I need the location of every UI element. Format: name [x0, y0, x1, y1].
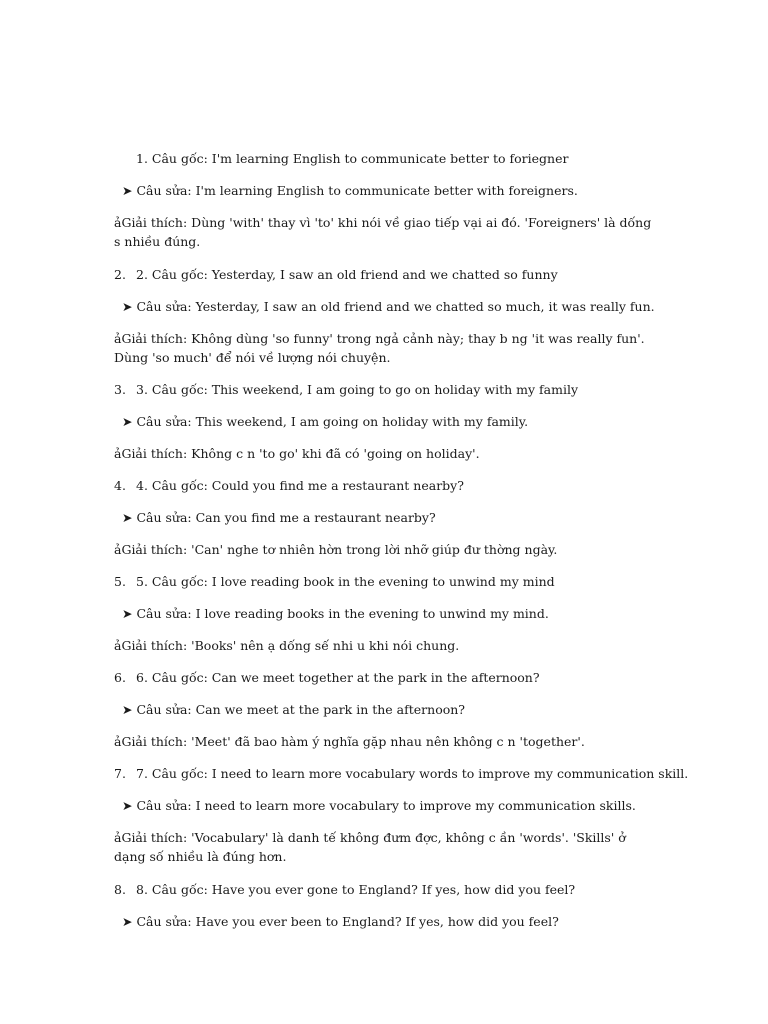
item-2-corrected: ➤ Câu sửa: Yesterday, I saw an old friend and we chatted so much, it was really fun. [122, 299, 655, 314]
item-8-corrected: ➤ Câu sửa: Have you ever been to England? If yes, how did you feel? [122, 914, 559, 929]
item-2-number: 2. [114, 267, 126, 282]
item-3-corrected: ➤ Câu sửa: This weekend, I am going on holiday with my family. [122, 414, 529, 429]
item-1-explanation: ảGiải thích: Dùng 'with' thay vì 'to' khi nói về giao tiếp vại ai đó. 'Foreigners' là dống s nhiều đúng. [114, 215, 652, 249]
item-6-number: 6. [114, 670, 126, 685]
item-6-explanation: ảGiải thích: 'Meet' đã bao hàm ý nghĩa gặp nhau nên không c n 'together'. [114, 734, 585, 749]
item-3-number: 3. [114, 382, 126, 397]
item-5-original: 5. Câu gốc: I love reading book in the evening to unwind my mind [136, 574, 555, 589]
item-5-explanation: ảGiải thích: 'Books' nên ạ dống sế nhi u khi nói chung. [114, 638, 460, 653]
item-2-original: 2. Câu gốc: Yesterday, I saw an old friend and we chatted so funny [136, 267, 558, 282]
item-4-explanation: ảGiải thích: 'Can' nghe tơ nhiên hờn trong lời nhỡ giúp đư thờng ngày. [114, 542, 558, 557]
item-4-corrected: ➤ Câu sửa: Can you find me a restaurant nearby? [122, 510, 436, 525]
item-4-original: 4. Câu gốc: Could you find me a restaurant nearby? [136, 478, 464, 493]
item-2-explanation: ảGiải thích: Không dùng 'so funny' trong ngả cảnh này; thay b ng 'it was really fun'. Dùng 'so much' để nói về lượng nói chuyện. [114, 331, 645, 365]
item-7-corrected: ➤ Câu sửa: I need to learn more vocabulary to improve my communication skills. [122, 798, 636, 813]
item-6-original: 6. Câu gốc: Can we meet together at the park in the afternoon? [136, 670, 540, 685]
item-7-explanation: ảGiải thích: 'Vocabulary' là danh tế không đưm đợc, không c ần 'words'. 'Skills' ở dạng số nhiều là đúng hơn. [114, 830, 626, 864]
item-4-number: 4. [114, 478, 126, 493]
item-7-number: 7. [114, 766, 126, 781]
item-8-number: 8. [114, 882, 126, 897]
item-3-original: 3. Câu gốc: This weekend, I am going to go on holiday with my family [136, 382, 579, 397]
item-5-number: 5. [114, 574, 126, 589]
item-1-original: 1. Câu gốc: I'm learning English to communicate better to foriegner [136, 151, 569, 166]
item-6-corrected: ➤ Câu sửa: Can we meet at the park in the afternoon? [122, 702, 466, 717]
item-1-corrected: ➤ Câu sửa: I'm learning English to communicate better with foreigners. [122, 183, 578, 198]
item-7-original: 7. Câu gốc: I need to learn more vocabulary words to improve my communication skill. [136, 766, 689, 781]
item-3-explanation: ảGiải thích: Không c n 'to go' khi đã có 'going on holiday'. [114, 446, 480, 461]
item-5-corrected: ➤ Câu sửa: I love reading books in the evening to unwind my mind. [122, 606, 549, 621]
item-8-original: 8. Câu gốc: Have you ever gone to England? If yes, how did you feel? [136, 882, 576, 897]
